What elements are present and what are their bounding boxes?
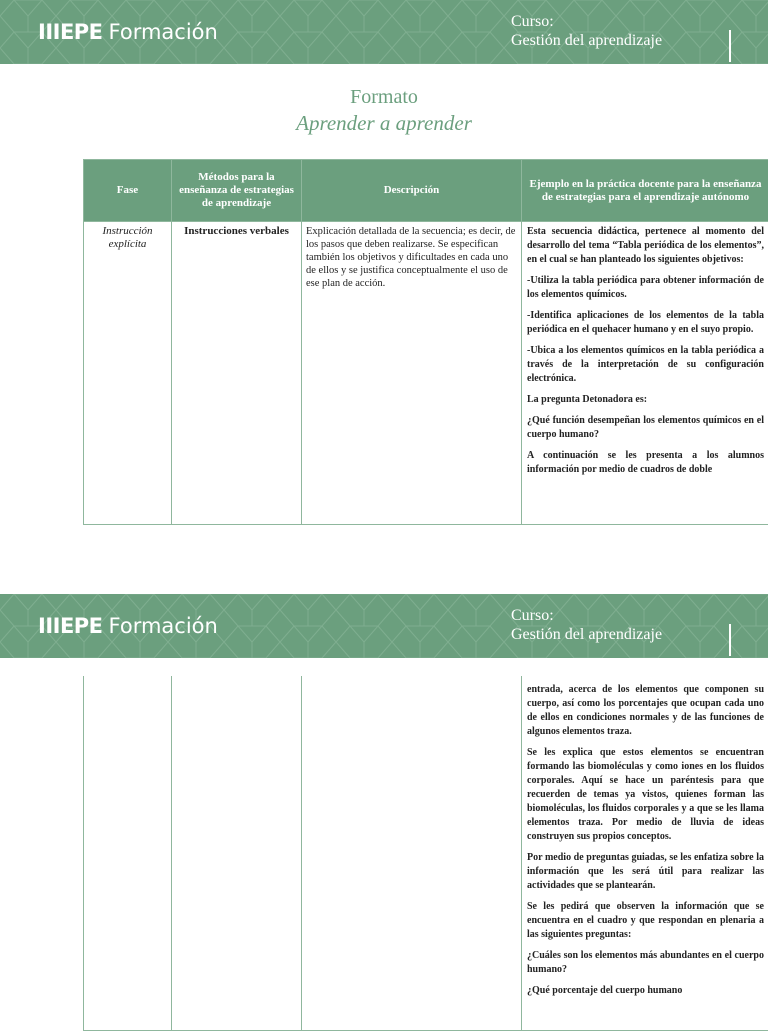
document-title xyxy=(0,84,768,136)
example-paragraph: -Ubica a los elementos químicos en la tabla periódica a través de la interpretación de su configuración electrónica. xyxy=(527,344,764,386)
example-paragraph: La pregunta Detonadora es: xyxy=(527,393,764,407)
example-paragraph: -Utiliza la tabla periódica para obtener información de los elementos químicos. xyxy=(527,274,764,302)
cell-descripcion: Explicación detallada de la secuencia; es decir, de los pasos que deben realizarse. Se especifican también los objetivos y dificultades en cada uno de ellos y se justifica conceptualmente el uso de ese plan de acción. xyxy=(302,222,522,525)
course-info xyxy=(511,606,662,644)
strategy-table-page1 xyxy=(83,159,768,525)
example-paragraph: entrada, acerca de los elementos que componen su cuerpo, así como los porcentajes que ocupan cada uno de ellos en condiciones normales y de las funciones de algunos elementos traza. xyxy=(527,683,764,739)
example-paragraph: Por medio de preguntas guiadas, se les enfatiza sobre la información que les será útil para realizar las actividades que se plantearán. xyxy=(527,851,764,893)
course-label: Curso: xyxy=(511,12,662,31)
cell-metodo: Instrucciones verbales xyxy=(172,222,302,525)
example-paragraph: ¿Qué función desempeñan los elementos químicos en el cuerpo humano? xyxy=(527,414,764,442)
cell-ejemplo xyxy=(522,676,768,1031)
logo-text: Formación xyxy=(109,20,218,44)
header-metodos: Métodos para la enseñanza de estrategias de aprendizaje xyxy=(172,160,302,222)
logo-mark: IIIEPE xyxy=(38,614,103,638)
header-fase: Fase xyxy=(84,160,172,222)
example-paragraph: Se les pedirá que observen la información que se encuentra en el cuadro y que respondan en plenaria a las siguientes preguntas: xyxy=(527,900,764,942)
iiiepe-logo xyxy=(38,20,218,44)
table-row xyxy=(84,222,768,525)
example-paragraph: Se les explica que estos elementos se encuentran formando las biomoléculas y como iones en los fluidos corporales. Aquí se hace un paréntesis para que recuerden de temas ya vistos, quienes forman las biomoléculas, los fluidos corporales y a que se les llama elementos traza. Por medio de lluvia de ideas construyen sus propios conceptos. xyxy=(527,746,764,844)
cell-fase-empty xyxy=(84,676,172,1031)
example-paragraph: ¿Qué porcentaje del cuerpo humano xyxy=(527,984,764,998)
course-info xyxy=(511,12,662,50)
title-subtitle: Aprender a aprender xyxy=(0,110,768,136)
header-descripcion: Descripción xyxy=(302,160,522,222)
example-paragraph: ¿Cuáles son los elementos más abundantes en el cuerpo humano? xyxy=(527,949,764,977)
cell-descripcion-empty xyxy=(302,676,522,1031)
logo-mark: IIIEPE xyxy=(38,20,103,44)
cell-fase: Instrucción explícita xyxy=(84,222,172,525)
course-name: Gestión del aprendizaje xyxy=(511,31,662,50)
page-header-banner xyxy=(0,594,768,658)
example-paragraph: A continuación se les presenta a los alumnos información por medio de cuadros de doble xyxy=(527,449,764,477)
strategy-table-page2 xyxy=(83,676,768,1031)
title-format: Formato xyxy=(0,84,768,110)
header-ejemplo: Ejemplo en la práctica docente para la enseñanza de estrategias para el aprendizaje autónomo xyxy=(522,160,768,222)
course-label: Curso: xyxy=(511,606,662,625)
header-divider xyxy=(729,624,731,656)
logo-text: Formación xyxy=(109,614,218,638)
cell-metodo-empty xyxy=(172,676,302,1031)
cell-ejemplo xyxy=(522,222,768,525)
iiiepe-logo xyxy=(38,614,218,638)
example-paragraph: -Identifica aplicaciones de los elementos de la tabla periódica en el quehacer humano y en el suyo propio. xyxy=(527,309,764,337)
example-paragraph: Esta secuencia didáctica, pertenece al momento del desarrollo del tema “Tabla periódica de los elementos”, en el cual se han planteado los siguientes objetivos: xyxy=(527,225,764,267)
course-name: Gestión del aprendizaje xyxy=(511,625,662,644)
table-header-row xyxy=(84,160,768,222)
page-header-banner xyxy=(0,0,768,64)
table-row xyxy=(84,676,768,1031)
header-divider xyxy=(729,30,731,62)
